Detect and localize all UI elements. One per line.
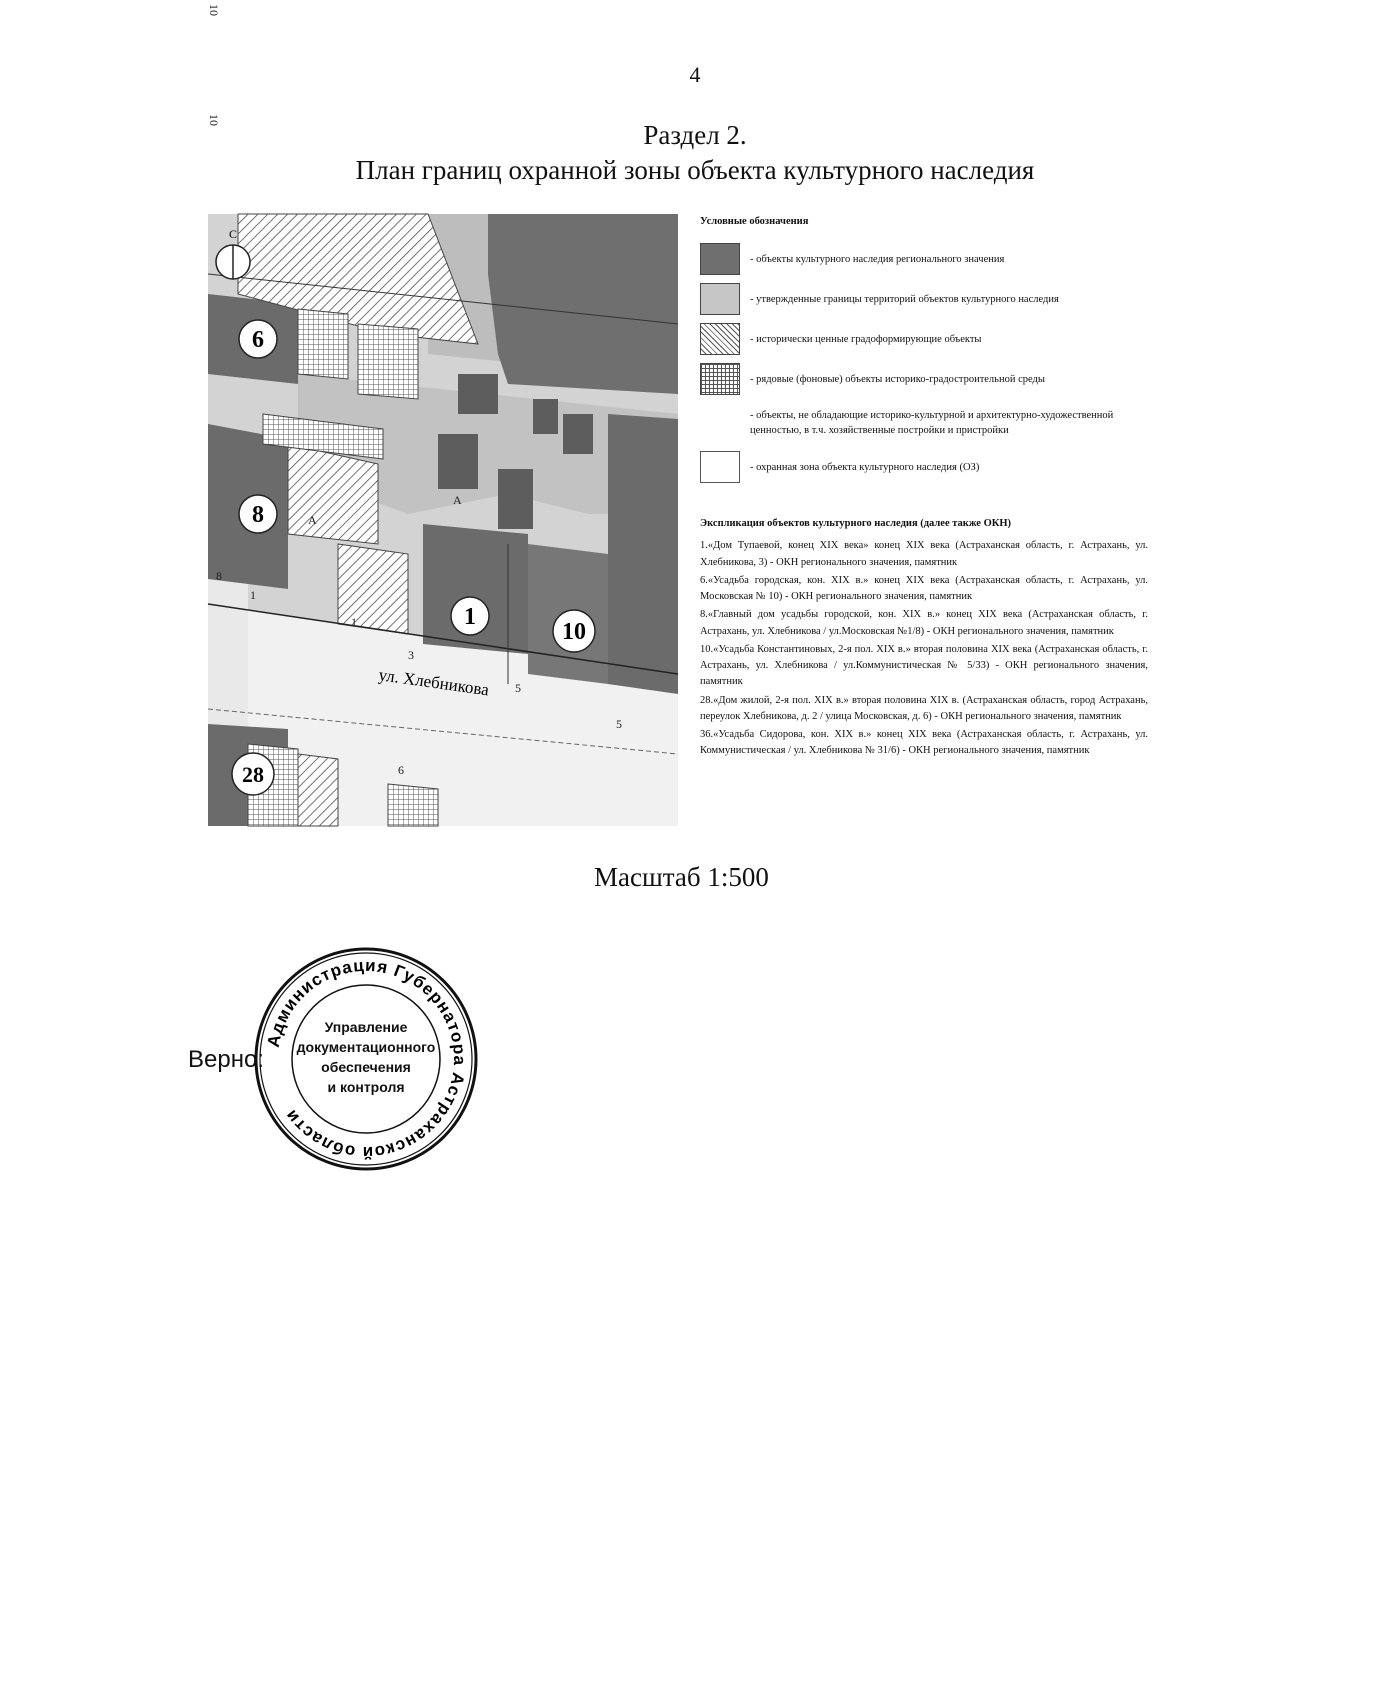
- historic-object: [338, 544, 408, 634]
- stamp-center-line: Управление: [324, 1019, 408, 1035]
- legend-item-text: - исторически ценные градоформирующие объекты: [750, 333, 982, 345]
- protection-zone-map: [207, 4, 678, 826]
- stamp-center-line: обеспечения: [321, 1059, 411, 1075]
- svg-text:1: 1: [464, 604, 476, 630]
- edge-number: 10: [207, 114, 221, 126]
- edge-number: 6: [398, 763, 404, 777]
- swatch-none: [700, 407, 740, 439]
- edge-number: 3: [408, 648, 414, 662]
- swatch-hatched: [700, 323, 740, 355]
- background-object: [388, 784, 438, 826]
- explication-entry: 6.«Усадьба городская, кон. XIX в.» конец XIX века (Астраханская область, г. Астрахань, ул. Московская № 10) - ОКН регионального значения, памятник: [700, 574, 1148, 603]
- street-label: ул. Хлебникова: [377, 665, 491, 700]
- legend-item-text: - утвержденные границы территорий объектов культурного наследия: [750, 293, 1059, 305]
- outbuilding: [458, 374, 498, 414]
- legend-item-text: - объекты культурного наследия регионального значения: [750, 253, 1005, 265]
- legend-heading: Условные обозначения: [700, 216, 809, 227]
- edge-number: 5: [515, 681, 521, 695]
- okn-label-28: [232, 753, 274, 795]
- official-stamp: [253, 946, 479, 1172]
- edge-number: A: [308, 513, 317, 527]
- legend-item-text: - охранная зона объекта культурного наследия (ОЗ): [750, 461, 980, 473]
- section-title: Раздел 2.: [643, 120, 747, 150]
- swatch-grid: [700, 363, 740, 395]
- explication: [700, 516, 1148, 762]
- edge-number: 1: [250, 588, 256, 602]
- swatch-dark-gray: [700, 243, 740, 275]
- edge-number: A: [453, 493, 462, 507]
- legend-item: [700, 399, 1148, 447]
- legend-item: [700, 279, 1148, 319]
- map-legend: [700, 214, 1148, 487]
- legend-item-text: - объекты, не обладающие историко-культурной и архитектурно-художественной ценностью, в т.ч. хозяйственные постройки и пристройки: [750, 410, 1114, 437]
- explication-entry: 1.«Дом Тупаевой, конец XIX века» конец XIX века (Астраханская область, г. Астрахань, ул. Хлебникова, 3) - ОКН регионального значения, памятник: [700, 540, 1148, 568]
- legend-item: [700, 359, 1148, 399]
- stamp-ring-text: Администрация Губернатора Астраханской области: [263, 955, 470, 1163]
- edge-number: 5: [616, 717, 622, 731]
- legend-item: [700, 447, 1148, 487]
- signature-prefix: Верно:: [188, 1046, 264, 1073]
- background-object: [298, 309, 348, 379]
- outbuilding: [533, 399, 558, 434]
- okn-label-8: [239, 495, 277, 533]
- swatch-white: [700, 451, 740, 483]
- page-number: 4: [689, 62, 701, 87]
- legend-item-text: - рядовые (фоновые) объекты историко-градостроительной среды: [750, 373, 1045, 385]
- scale-label: Масштаб 1:500: [594, 862, 769, 892]
- explication-entry: 36.«Усадьба Сидорова, кон. XIX в.» конец XIX века (Астраханская область, г. Астрахань, ул. Коммунистическая / ул. Хлебникова № 31/6) - ОКН регионального значения, памятник: [700, 729, 1148, 757]
- edge-number: 8: [216, 569, 222, 583]
- plan-title: План границ охранной зоны объекта культурного наследия: [355, 155, 1035, 185]
- svg-text:6: 6: [252, 327, 264, 353]
- okn-building-north: [488, 214, 678, 394]
- explication-entry: 10.«Усадьба Константиновых, 2-я пол. XIX в.» вторая половина XIX века (Астраханская область, г. Астрахань, ул. Хлебникова / ул.Коммунистическая № 5/33) - ОКН регионального значения, памятник: [700, 643, 1148, 688]
- edge-number: 1: [351, 615, 357, 629]
- swatch-light-gray: [700, 283, 740, 315]
- stamp-center-line: документационного: [296, 1039, 436, 1055]
- stamp-center-line: и контроля: [327, 1079, 405, 1095]
- outbuilding: [438, 434, 478, 489]
- legend-item: [700, 239, 1148, 279]
- explication-entry: 28.«Дом жилой, 2-я пол. XIX в.» вторая половина XIX в. (Астраханская область, город Астрахань, переулок Хлебникова, д. 2 / улица Московская, д. 6) - ОКН регионального значения, памятник: [700, 694, 1148, 722]
- okn-building-36: [608, 414, 678, 694]
- okn-label-10: [553, 610, 595, 652]
- svg-text:10: 10: [562, 619, 586, 645]
- edge-number: 10: [207, 4, 221, 16]
- svg-text:28: 28: [242, 762, 264, 787]
- legend-item: [700, 319, 1148, 359]
- okn-label-6: [239, 320, 277, 358]
- explication-entry: 8.«Главный дом усадьбы городской, кон. XIX в.» конец XIX века (Астраханская область, г. Астрахань, ул. Хлебникова / ул.Московская №1/8) - ОКН регионального значения, памятник: [700, 609, 1148, 637]
- compass-letter: С: [228, 227, 238, 241]
- okn-label-1: [451, 597, 489, 635]
- explication-heading: Экспликация объектов культурного наследия (далее также ОКН): [700, 518, 1012, 529]
- outbuilding: [498, 469, 533, 529]
- background-object: [358, 324, 418, 399]
- outbuilding: [563, 414, 593, 454]
- historic-object: [298, 754, 338, 826]
- svg-text:8: 8: [252, 502, 264, 528]
